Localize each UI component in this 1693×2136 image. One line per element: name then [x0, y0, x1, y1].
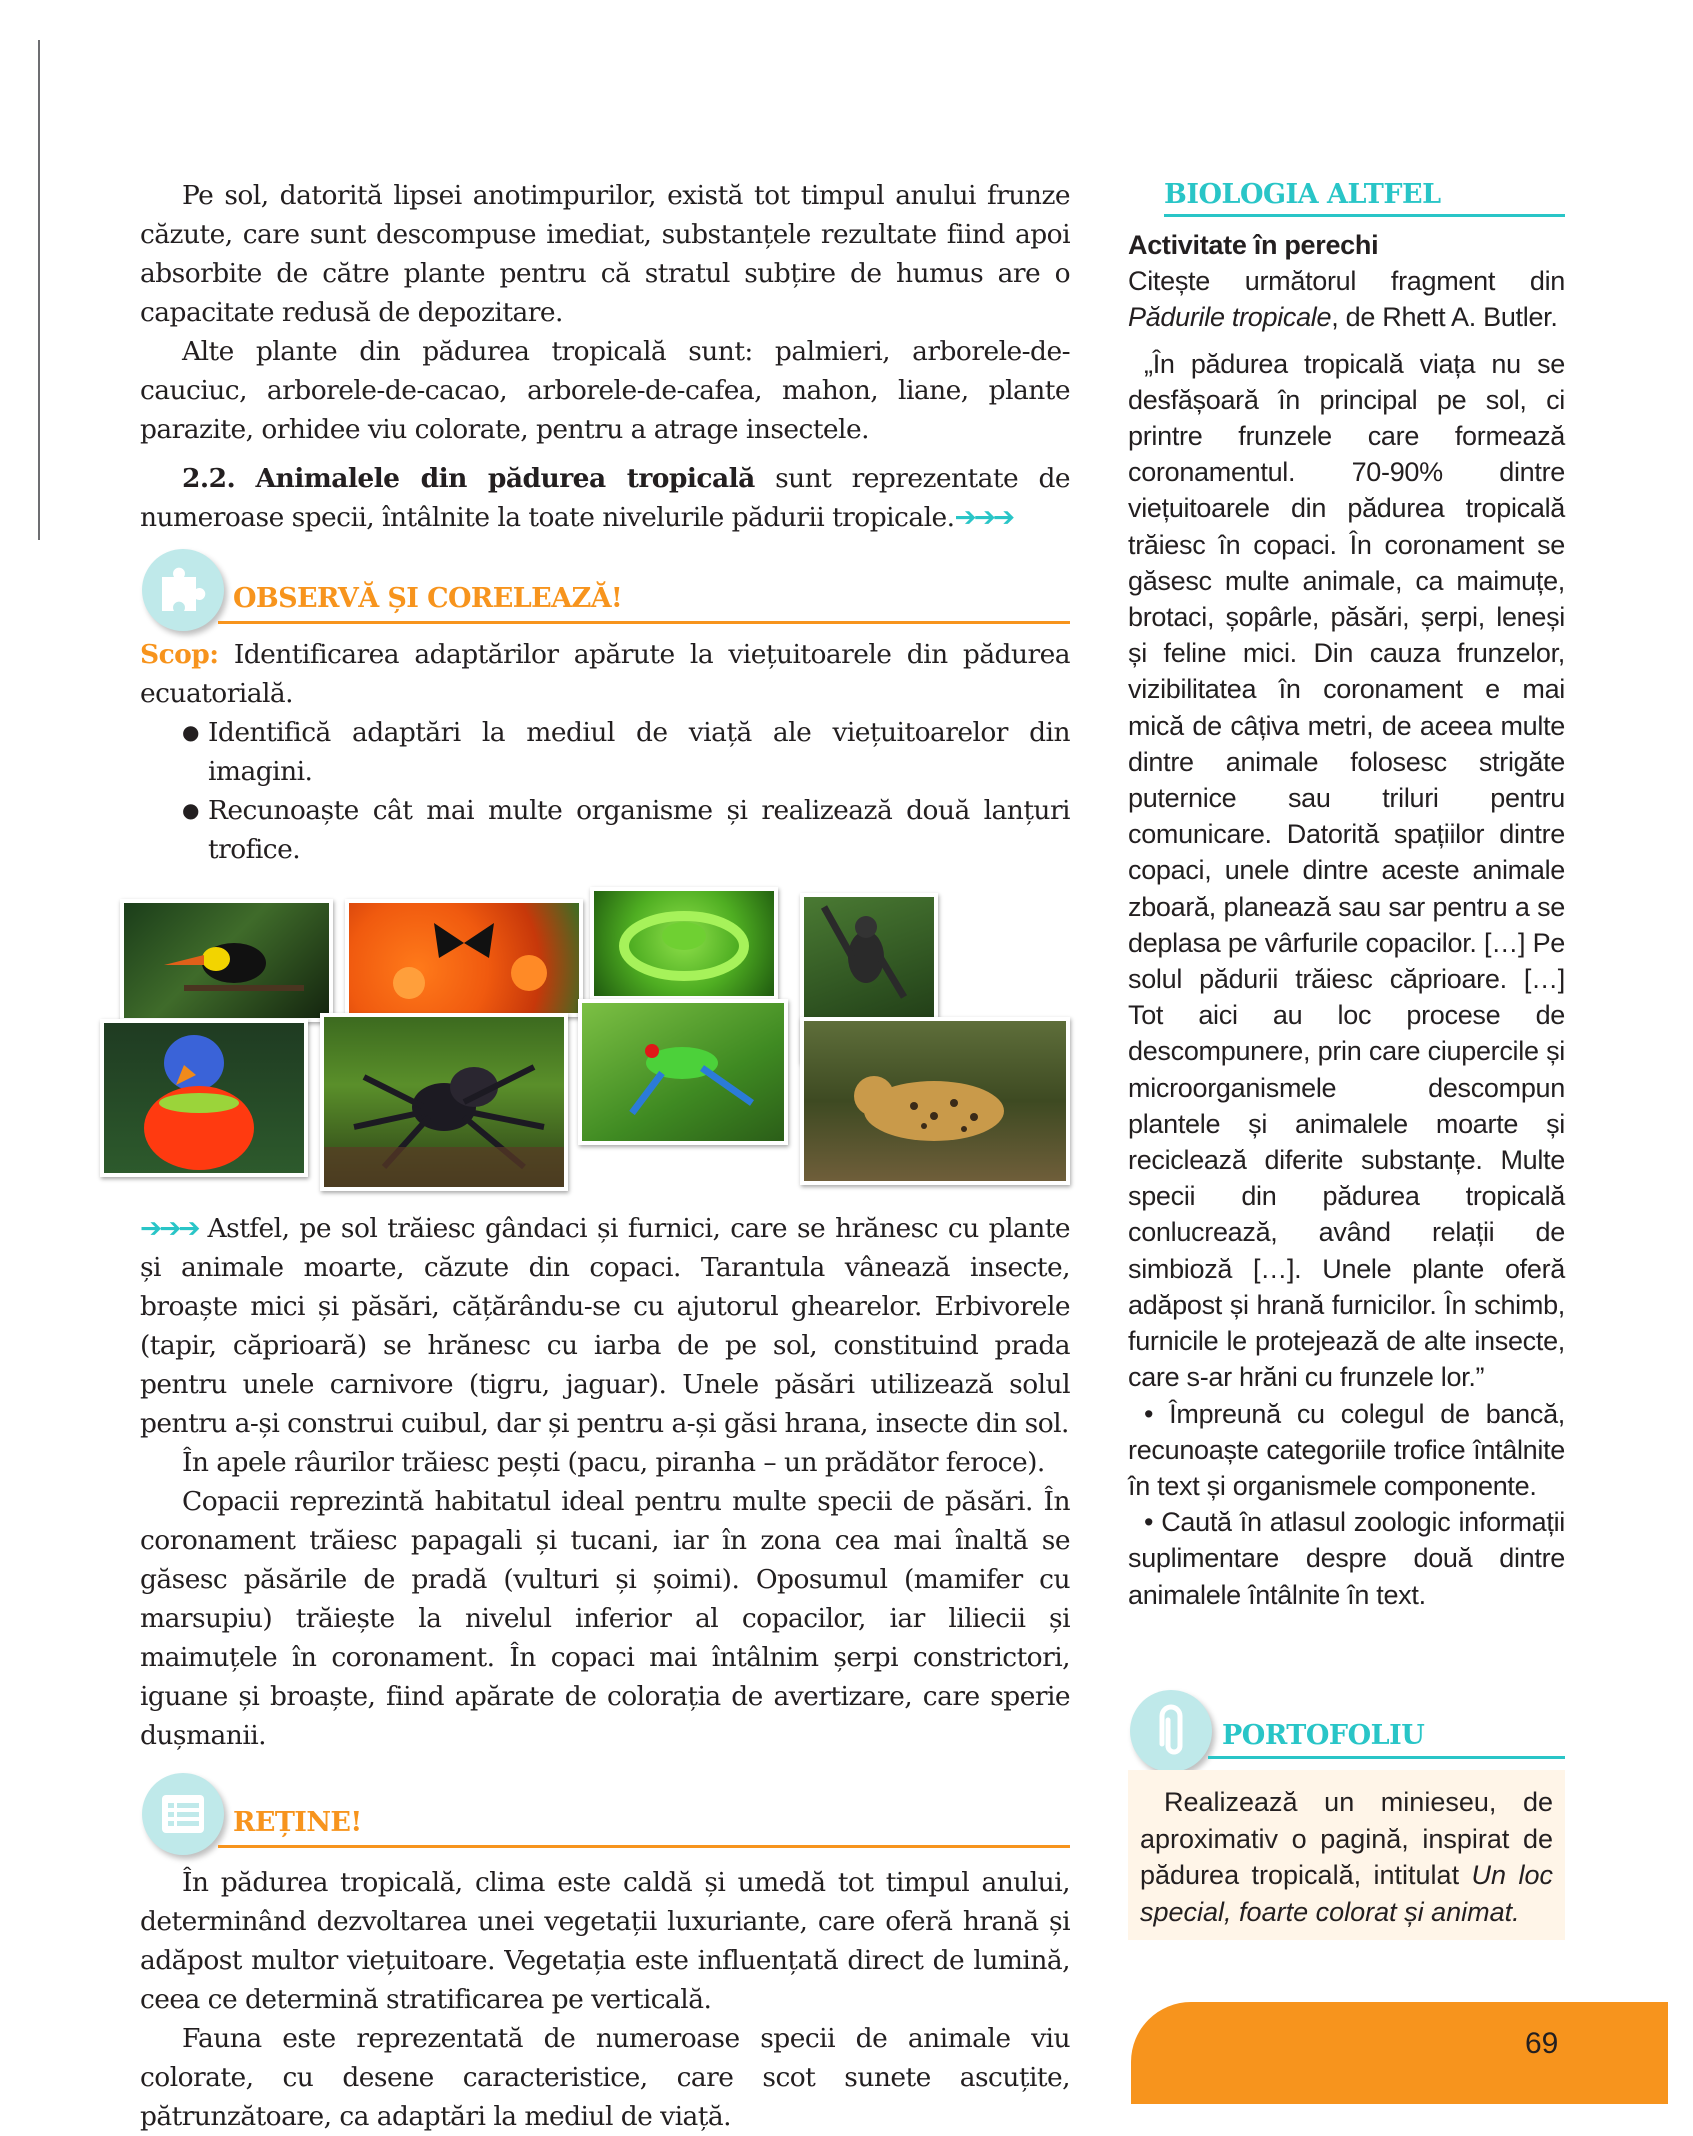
puzzle-icon: [156, 563, 210, 617]
sidebar-rule: [1164, 214, 1565, 217]
observe-title: OBSERVĂ ȘI CORELEAZĂ!: [233, 583, 623, 614]
retine-title: REȚINE!: [233, 1807, 362, 1838]
scope-line: [140, 635, 1070, 713]
sidebar: [1128, 176, 1565, 1613]
retine-rule: [218, 1845, 1070, 1848]
paragraph-rivers: În apele râurilor trăiesc pești (pacu, piranha – un prădător feroce).: [182, 1447, 1045, 1478]
intro-text: Citește următorul fragment din: [1128, 266, 1565, 297]
section-number: 2.2.: [182, 463, 236, 494]
portfolio-text: [1128, 1770, 1565, 1940]
quote-text: „În pădurea tropicală viața nu se desfășoară în principal pe sol, ci printre frunzele care formează coronamentul. 70-90% dintre viețuitoarele din pădurea tropicală trăiesc în copaci. În coronament se găsesc multe animale, ca maimuțe, brotaci, șopârle, păsări, șerpi, lenеși și feline mici. Din cauza frunzelor, vizibilitatea în coronament e mai mică de câțiva metri, de aceea multe dintre animale folosesc strigăte puternice sau triluri pentru comunicare. Datorită spațiilor dintre copaci, unele dintre aceste animale zboară, planează sau sar pentru a se deplasa pe vârfurile copacilor. […] Pe solul pădurii trăiesc căprioare. […] Tot aici au loc procese de descompunere, prin care ciupercile și microorganismele descompun plantele și animalele moarte și reciclează diferite substanțe. Multe specii din pădurea tropicală conlucrează, având relații de simbioză […]. Unele plante oferă adăpost și hrană furnicilor. În schimb, furnicile le protejează de alte insecte, care s-ar hrăni cu frunzele lor.”: [1128, 348, 1565, 1393]
parrot-photo: [100, 1019, 308, 1177]
section-title: Animalele din pădurea tropicală: [255, 463, 755, 494]
intro-author: , de Rhett A. Butler.: [1331, 302, 1558, 333]
summary-paragraph-1: În pădurea tropicală, clima este caldă și umedă tot timpul anului, determinând dezvoltarea unei vegetații luxuriante, care oferă hrană și adăpost multor viețuitoare. Vegetația este influențată direct de lumină, ceea ce determină stratificarea pe verticală.: [140, 1867, 1070, 2015]
task-item: • Caută în atlasul zoologic informații suplimentare despre două dintre animalele întâlnite în text.: [1128, 1507, 1565, 1610]
essay-title: Un loc special, foarte colorat și animat.: [1140, 1860, 1554, 1927]
jaguar-photo: [800, 1017, 1070, 1185]
tarantula-photo: [320, 1013, 568, 1191]
paragraph-canopy: Copacii reprezintă habitatul ideal pentru multe specii de păsări. În coronament trăiesc papagali și tucani, iar în zona cea mai înaltă se găsesc păsările de pradă (vulturi și șoimi). Oposumul (mamifer cu marsupiu) trăiește la nivelul inferior al copacilor, iar liliecii și maimuțele în coronament. În copaci mai întâlnim șerpi constrictori, iguane și broaște, fiind apărate de colorația de avertizare, care sperie dușmanii.: [140, 1486, 1070, 1751]
activity-title: Activitate în perechi: [1128, 230, 1379, 260]
page-number-tab: [1131, 2002, 1668, 2104]
notes-badge: [142, 1773, 224, 1855]
scope-text: Identificarea adaptărilor apărute la viețuitoarele din pădurea ecuatorială.: [140, 639, 1070, 709]
portfolio-title: PORTOFOLIU: [1222, 1720, 1425, 1751]
main-column: [140, 176, 1070, 2136]
continue-arrows-icon: ➔➔➔: [954, 502, 1013, 533]
task-item: ● Identifică adaptări la mediul de viață ale viețuitoarelor din imagini.: [140, 713, 1070, 791]
section-text: sunt reprezentate de numeroase specii, întâlnite la toate nivelurile pădurii tropicale.: [140, 463, 1071, 533]
paperclip-icon: [1148, 1704, 1194, 1758]
observe-header: [140, 549, 1070, 621]
task-list: [140, 713, 1070, 869]
task-item: • Împreună cu colegul de bancă, recunoaște categoriile trofice întâlnite în text și organismele componente.: [1128, 1398, 1565, 1501]
continue-arrows-icon: ➔➔➔: [140, 1213, 198, 1244]
portfolio-rule: [1208, 1756, 1565, 1759]
sidebar-title: BIOLOGIA ALTFEL: [1164, 179, 1441, 210]
notes-icon: [156, 1787, 210, 1841]
scope-label: Scop:: [140, 639, 219, 670]
paragraph-plants: Alte plante din pădurea tropicală sunt: palmieri, arborele-de-cauciuc, arborele-de-cacao, arborele-de-cafea, mahon, liane, plante parazite, orhidee viu colorate, pentru a atrage insectele.: [140, 336, 1070, 445]
paragraph-animals: [140, 459, 1070, 537]
task-item: ● Recunoaște cât mai multe organisme și realizează două lanțuri trofice.: [140, 791, 1070, 869]
margin-line: [38, 40, 40, 540]
summary-paragraph-2: Fauna este reprezentată de numeroase specii de animale viu colorate, cu desene caracteristice, care scot sunete ascuțite, pătrunzătoare, ca adaptări la mediul de viață.: [140, 2023, 1070, 2132]
butterfly-flowers-photo: [345, 899, 583, 1017]
paperclip-badge: [1130, 1690, 1212, 1772]
paragraph-ground-animals: [140, 1209, 1070, 1443]
activity-intro: [1128, 263, 1565, 335]
ground-text: Astfel, pe sol trăiesc gândaci și furnici, care se hrănesc cu plante și animale moarte, căzute din copaci. Tarantula vânează insecte, broaște mici și păsări, cățărându-se cu ajutorul ghearelor. Erbivorele (tapir, căprioară) se hrănesc cu iarba de pe sol, constituind prada pentru unele carnivore (tigru, jaguar). Unele păsări utilizează solul pentru a-și construi cuibul, dar și pentru a-și găsi hrana, insecte din sol.: [140, 1213, 1070, 1439]
snake-photo: [590, 887, 778, 1000]
page-number: 69: [1525, 2027, 1559, 2060]
book-title: Pădurile tropicale: [1128, 302, 1332, 333]
paragraph-soil: Pe sol, datorită lipsei anotimpurilor, există tot timpul anului frunze căzute, care sunt descompuse imediat, substanțele rezultate fiind apoi absorbite de către plante pentru că stratul subțire de humus are o capacitate redusă de depozitare.: [140, 180, 1070, 328]
frog-photo: [578, 999, 788, 1145]
retine-header: [140, 1773, 1070, 1845]
observe-rule: [218, 621, 1070, 624]
puzzle-badge: [142, 549, 224, 631]
toucan-photo: [120, 899, 333, 1022]
portfolio-instruction: Realizează un minieseu, de aproximativ o pagină, inspirat de pădurea tropicală, intitulat: [1140, 1787, 1553, 1890]
photo-collage: [120, 887, 1080, 1197]
